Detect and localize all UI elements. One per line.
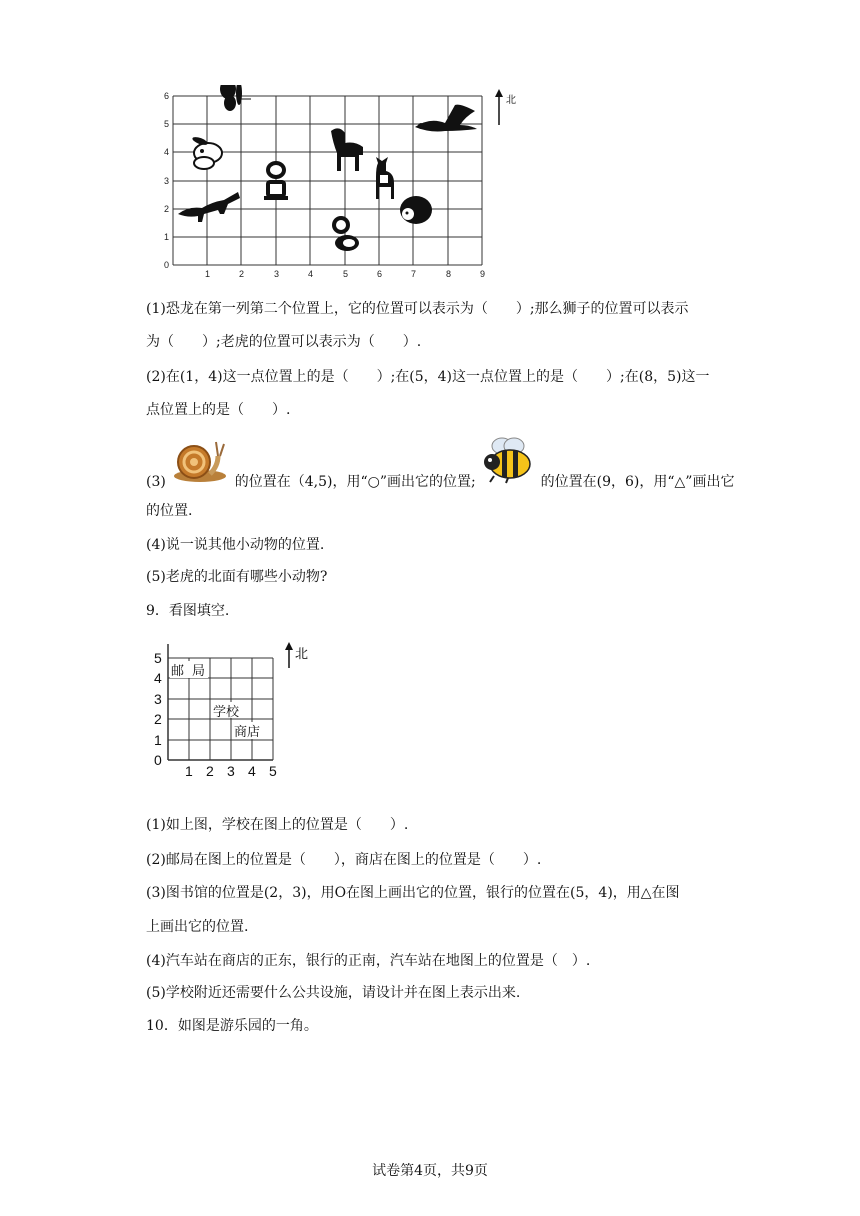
q9-title: 9．看图填空. [146,603,230,619]
hedgehog-icon [400,196,432,224]
x-tick-5: 5 [343,269,349,279]
y-tick-0: 0 [154,752,162,768]
x-tick-2: 2 [239,269,245,279]
y-tick-6: 6 [164,91,170,101]
q9-part3-line2: 上画出它的位置. [146,919,249,935]
x-tick-7: 7 [411,269,417,279]
horse-icon [331,128,363,171]
town-grid [146,638,321,783]
x-tick-3: 3 [274,269,280,279]
x-tick-8: 8 [446,269,452,279]
x-tick-9: 9 [480,269,486,279]
x-tick-3: 3 [227,763,235,779]
q8-part3-snail-text: 的位置在（4,5)，用“○”画出它的位置; [234,474,476,490]
x-tick-6: 6 [377,269,383,279]
shop-label: 商店 [234,725,261,740]
bird-icon [415,105,477,132]
q8-part2-line2: 点位置上的是（ ）. [146,402,291,418]
y-tick-0: 0 [164,260,170,270]
y-tick-1: 1 [164,232,170,242]
x-tick-5: 5 [269,763,277,779]
q8-part3-line1 [146,466,734,492]
x-tick-1: 1 [205,269,211,279]
school-label: 学校 [213,705,240,720]
x-tick-2: 2 [206,763,214,779]
page-footer: 试卷第4页，共9页 [372,1163,488,1179]
y-tick-2: 2 [164,204,170,214]
snail-icon [170,466,230,486]
y-tick-3: 3 [164,176,170,186]
q9-part2: (2)邮局在图上的位置是（ ），商店在图上的位置是（ ）. [146,852,542,868]
north-arrow-icon [495,89,503,125]
q8-part3-bee-text: 的位置在(9，6)，用“△”画出它 [540,474,735,490]
north-label: 北 [295,647,309,662]
post-office-label-2: 局 [192,664,206,679]
dinosaur-icon [178,192,240,222]
q9-part3-line1: (3)图书馆的位置是(2，3)，用O在图上画出它的位置，银行的位置在(5，4)，用△在图 [146,885,680,901]
north-label: 北 [506,95,516,106]
q8-part1-line2: 为（ ）;老虎的位置可以表示为（ ）. [146,334,422,350]
animal-grid [160,85,530,285]
bee-icon [480,466,536,486]
north-arrow-icon [285,642,293,668]
q10-title: 10．如图是游乐园的一角。 [146,1018,318,1034]
post-office-label-1: 邮 [171,664,185,679]
y-tick-1: 1 [154,732,162,748]
x-tick-4: 4 [308,269,314,279]
q8-part3-line2: 的位置. [146,503,193,519]
deer-icon [376,157,394,199]
q8-part2-line1: (2)在(1，4)这一点位置上的是（ ）;在(5，4)这一点位置上的是（ ）;在(8，5)这一 [146,369,710,385]
q8-part3-prefix: (3) [146,474,166,490]
q9-part4: (4)汽车站在商店的正东，银行的正南，汽车站在地图上的位置是（ ）. [146,953,591,969]
y-tick-4: 4 [164,147,170,157]
butterfly-icon [220,85,251,111]
y-tick-4: 4 [154,670,162,686]
q8-part5: (5)老虎的北面有哪些小动物? [146,569,328,585]
y-tick-3: 3 [154,691,162,707]
y-tick-2: 2 [154,711,162,727]
q8-part4: (4)说一说其他小动物的位置. [146,537,325,553]
x-tick-1: 1 [185,763,193,779]
q9-part5: (5)学校附近还需要什么公共设施，请设计并在图上表示出来. [146,985,521,1001]
y-tick-5: 5 [164,119,170,129]
y-tick-5: 5 [154,650,162,666]
q9-part1: (1)如上图，学校在图上的位置是（ ）. [146,817,409,833]
x-tick-4: 4 [248,763,256,779]
q8-part1-line1: (1)恐龙在第一列第二个位置上，它的位置可以表示为（ ）;那么狮子的位置可以表示 [146,301,689,317]
